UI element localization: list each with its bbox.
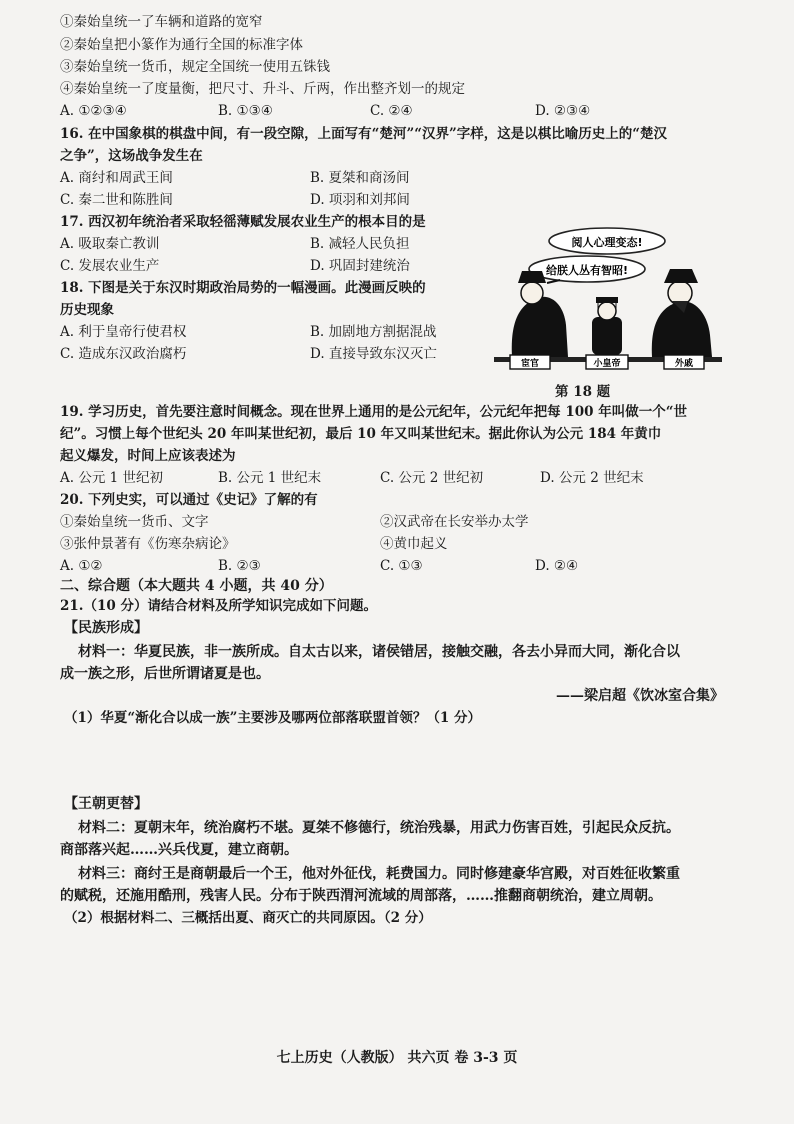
q20-option-b: B. ②③ <box>218 558 261 574</box>
q18-option-b: B. 加剧地方割据混战 <box>310 324 437 340</box>
q21-material1-source: ——梁启超《饮冰室合集》 <box>556 688 724 704</box>
q21-stem: 21.（10 分）请结合材料及所学知识完成如下问题。 <box>60 598 377 614</box>
speech-bubble-top <box>549 228 665 254</box>
q20-statement-4: ④黄巾起义 <box>380 536 448 552</box>
q15-statement-2: ②秦始皇把小篆作为通行全国的标准字体 <box>60 37 303 53</box>
q21-part2-title: 【王朝更替】 <box>64 796 148 812</box>
q20-option-d: D. ②④ <box>535 558 579 574</box>
q20-statement-1: ①秦始皇统一货币、文字 <box>60 514 209 530</box>
q19-stem-line3: 起义爆发，时间上应该表述为 <box>60 448 236 464</box>
q18-stem-line1: 18. 下图是关于东汉时期政治局势的一幅漫画。此漫画反映的 <box>60 280 426 296</box>
q21-question1: （1）华夏“渐化合以成一族”主要涉及哪两位部落联盟首领？（1 分） <box>64 710 482 726</box>
eunuch-figure-icon <box>512 271 568 357</box>
q21-material1-line2: 成一族之形，后世所谓诸夏是也。 <box>60 666 270 682</box>
q20-option-c: C. ①③ <box>380 558 423 574</box>
svg-text:小皇帝: 小皇帝 <box>593 359 621 369</box>
q19-stem-line2: 纪”。习惯上每个世纪头 20 年叫某世纪初，最后 10 年又叫某世纪末。据此你认为公元 184 年黄巾 <box>60 426 662 442</box>
q15-statement-3: ③秦始皇统一货币，规定全国统一使用五铢钱 <box>60 59 330 75</box>
child-emperor-figure-icon <box>592 297 622 355</box>
q18-cartoon <box>492 225 724 380</box>
q16-option-d: D. 项羽和刘邦间 <box>310 192 410 208</box>
q15-statement-4: ④秦始皇统一了度量衡，把尺寸、升斗、斤两，作出整齐划一的规定 <box>60 81 465 97</box>
q17-option-c: C. 发展农业生产 <box>60 258 160 274</box>
q17-option-a: A. 吸取秦亡教训 <box>60 236 160 252</box>
q18-option-a: A. 利于皇帝行使君权 <box>60 324 187 340</box>
q16-option-b: B. 夏桀和商汤间 <box>310 170 410 186</box>
q18-option-c: C. 造成东汉政治腐朽 <box>60 346 187 362</box>
q21-material3-line2: 的赋税，还施用酷刑，残害人民。分布于陕西渭河流域的周部落，……推翻商朝统治，建立周朝。 <box>60 888 662 904</box>
q20-stem: 20. 下列史实，可以通过《史记》了解的有 <box>60 492 318 508</box>
q21-material2-line1: 材料二：夏朝末年，统治腐朽不堪。夏桀不修德行，统治残暴，用武力伤害百姓，引起民众反抗。 <box>78 820 680 836</box>
speech-bubble-middle <box>529 256 645 282</box>
q19-option-b: B. 公元 1 世纪末 <box>218 470 322 486</box>
q21-part1-title: 【民族形成】 <box>64 620 148 636</box>
q19-option-a: A. 公元 1 世纪初 <box>60 470 164 486</box>
q17-option-d: D. 巩固封建统治 <box>310 258 410 274</box>
page-footer: 七上历史（人教版） 共六页 卷 3-3 页 <box>276 1050 518 1066</box>
q21-material2-line2: 商部落兴起……兴兵伐夏，建立商朝。 <box>60 842 298 858</box>
q18-option-d: D. 直接导致东汉灭亡 <box>310 346 437 362</box>
q20-statement-2: ②汉武帝在长安举办太学 <box>380 514 529 530</box>
q17-stem: 17. 西汉初年统治者采取轻徭薄赋发展农业生产的根本目的是 <box>60 214 426 230</box>
label-right <box>664 355 704 369</box>
q19-stem-line1: 19. 学习历史，首先要注意时间概念。现在世界上通用的是公元纪年，公元纪年把每 100 年叫做一个“世 <box>60 404 688 420</box>
q15-option-c: C. ②④ <box>370 103 413 119</box>
q15-option-d: D. ②③④ <box>535 103 591 119</box>
q21-material3-line1: 材料三：商纣王是商朝最后一个王，他对外征伐，耗费国力。同时修建豪华宫殿，对百姓征收繁重 <box>78 866 680 882</box>
bubble-text-1: 阅人心理变态! <box>571 236 643 249</box>
q19-option-c: C. 公元 2 世纪初 <box>380 470 484 486</box>
q18-stem-line2: 历史现象 <box>60 302 114 318</box>
svg-text:外戚: 外戚 <box>674 359 694 369</box>
q16-option-c: C. 秦二世和陈胜间 <box>60 192 173 208</box>
q21-material1-line1: 材料一：华夏民族，非一族所成。自太古以来，诸侯错居，接触交融，各去小异而大同，渐化合以 <box>78 644 680 660</box>
q16-stem-line1: 16. 在中国象棋的棋盘中间，有一段空隙，上面写有“楚河”“汉界”字样，这是以棋比喻历史上的“楚汉 <box>60 126 668 142</box>
consort-clan-figure-icon <box>652 269 712 357</box>
q16-stem-line2: 之争”，这场战争发生在 <box>60 148 203 164</box>
label-middle <box>586 355 628 369</box>
q21-question2: （2）根据材料二、三概括出夏、商灭亡的共同原因。（2 分） <box>64 910 432 926</box>
q16-option-a: A. 商纣和周武王间 <box>60 170 173 186</box>
label-left <box>510 355 550 369</box>
bubble-text-2: 给朕人丛有智昭! <box>545 264 629 277</box>
q19-option-d: D. 公元 2 世纪末 <box>540 470 644 486</box>
q17-option-b: B. 减轻人民负担 <box>310 236 410 252</box>
q15-option-a: A. ①②③④ <box>60 103 127 119</box>
q18-figure-caption: 第 18 题 <box>555 384 611 400</box>
svg-text:宦官: 宦官 <box>520 359 540 369</box>
q20-statement-3: ③张仲景著有《伤寒杂病论》 <box>60 536 236 552</box>
q20-option-a: A. ①② <box>60 558 103 574</box>
q15-option-b: B. ①③④ <box>218 103 273 119</box>
q15-statement-1: ①秦始皇统一了车辆和道路的宽窄 <box>60 14 263 30</box>
section-2-heading: 二、综合题（本大题共 4 小题，共 40 分） <box>60 578 333 594</box>
